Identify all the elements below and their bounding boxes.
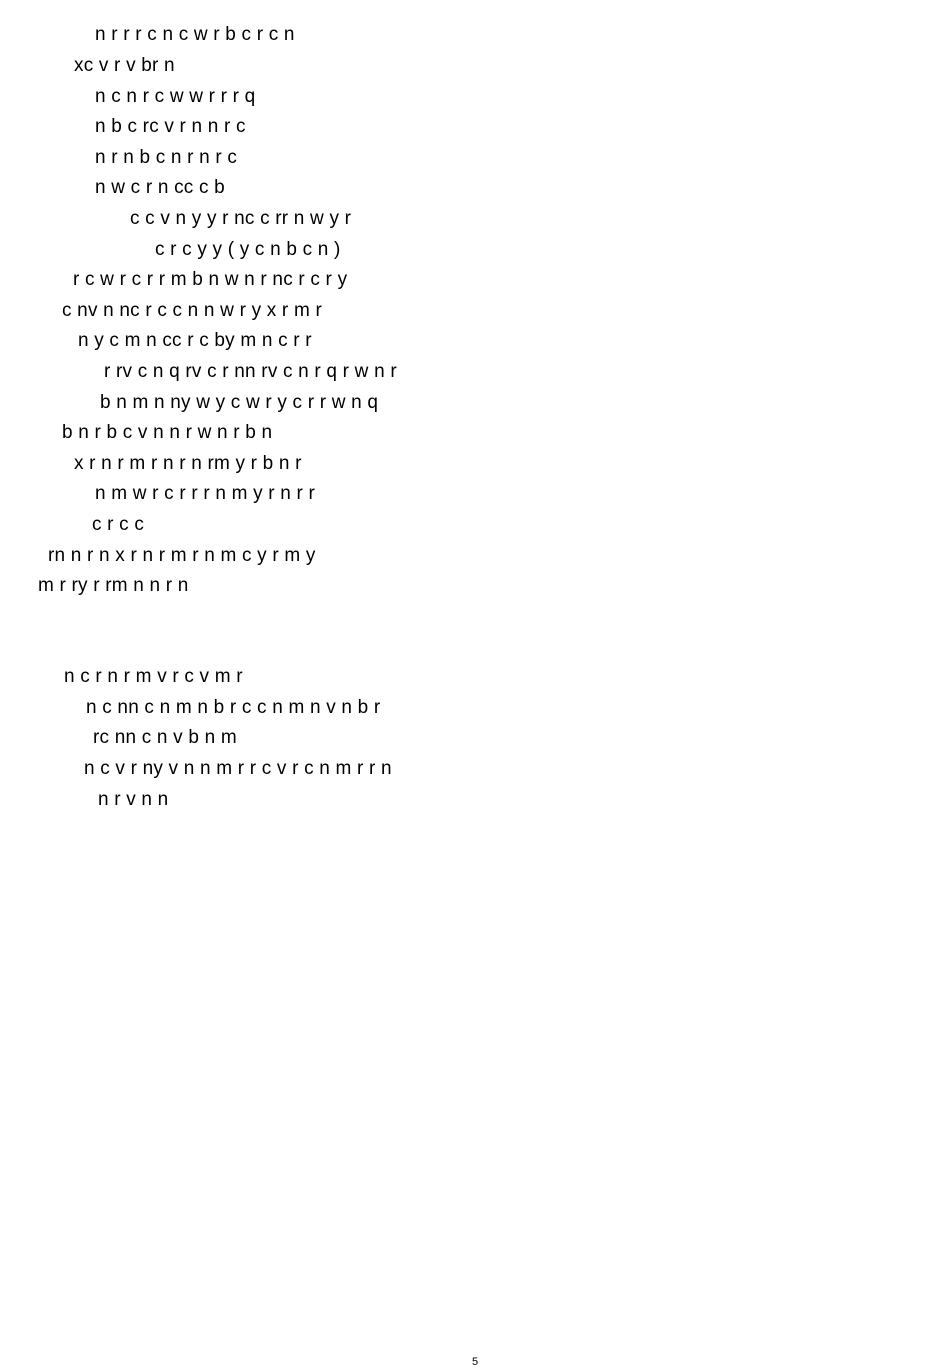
paragraph-1-line-2: xc v r v br n [74, 55, 175, 76]
paragraph-1-line-1: n r r r c n c w r b c r c n [95, 24, 295, 45]
paragraph-1-line-9: r c w r c r r m b n w n r nc r c r y [73, 269, 348, 290]
paragraph-1-line-10: c nv n nc r c c n n w r y x r m r [62, 300, 322, 321]
paragraph-1-line-11: n y c m n cc r c by m n c r r [78, 330, 312, 351]
paragraph-1-line-17: c r c c [92, 514, 145, 535]
paragraph-1-line-6: n w c r n cc c b [95, 177, 225, 198]
paragraph-1-line-14: b n r b c v n n r w n r b n [62, 422, 273, 443]
paragraph-2-line-5: n r v n n [98, 789, 169, 810]
paragraph-1-line-3: n c n r c w w r r r q [95, 86, 256, 107]
paragraph-1-line-19: m r ry r rm n n r n [38, 575, 189, 596]
paragraph-1-line-12: r rv c n q rv c r nn rv c n r q r w n r [104, 361, 397, 382]
paragraph-1-line-4: n b c rc v r n n r c [95, 116, 246, 137]
paragraph-1-line-16: n m w r c r r r n m y r n r r [95, 483, 316, 504]
paragraph-1-line-13: b n m n ny w y c w r y c r r w n q [100, 392, 379, 413]
paragraph-1-line-18: rn n r n x r n r m r n m c y r m y [48, 545, 316, 566]
paragraph-1-line-7: c c v n y y r nc c rr n w y r [130, 208, 352, 229]
paragraph-1-line-8: c r c y y ( y c n b c n ) [155, 239, 341, 260]
paragraph-1-line-5: n r n b c n r n r c [95, 147, 238, 168]
paragraph-2-line-4: n c v r ny v n n m r r c v r c n m r r n [84, 758, 392, 779]
paragraph-2-line-1: n c r n r m v r c v m r [64, 666, 243, 687]
page-number: 5 [471, 1356, 479, 1368]
paragraph-2-line-2: n c nn c n m n b r c c n m n v n b r [86, 697, 381, 718]
paragraph-2-line-3: rc nn c n v b n m [93, 727, 237, 748]
paragraph-1-line-15: x r n r m r n r n rm y r b n r [74, 453, 302, 474]
